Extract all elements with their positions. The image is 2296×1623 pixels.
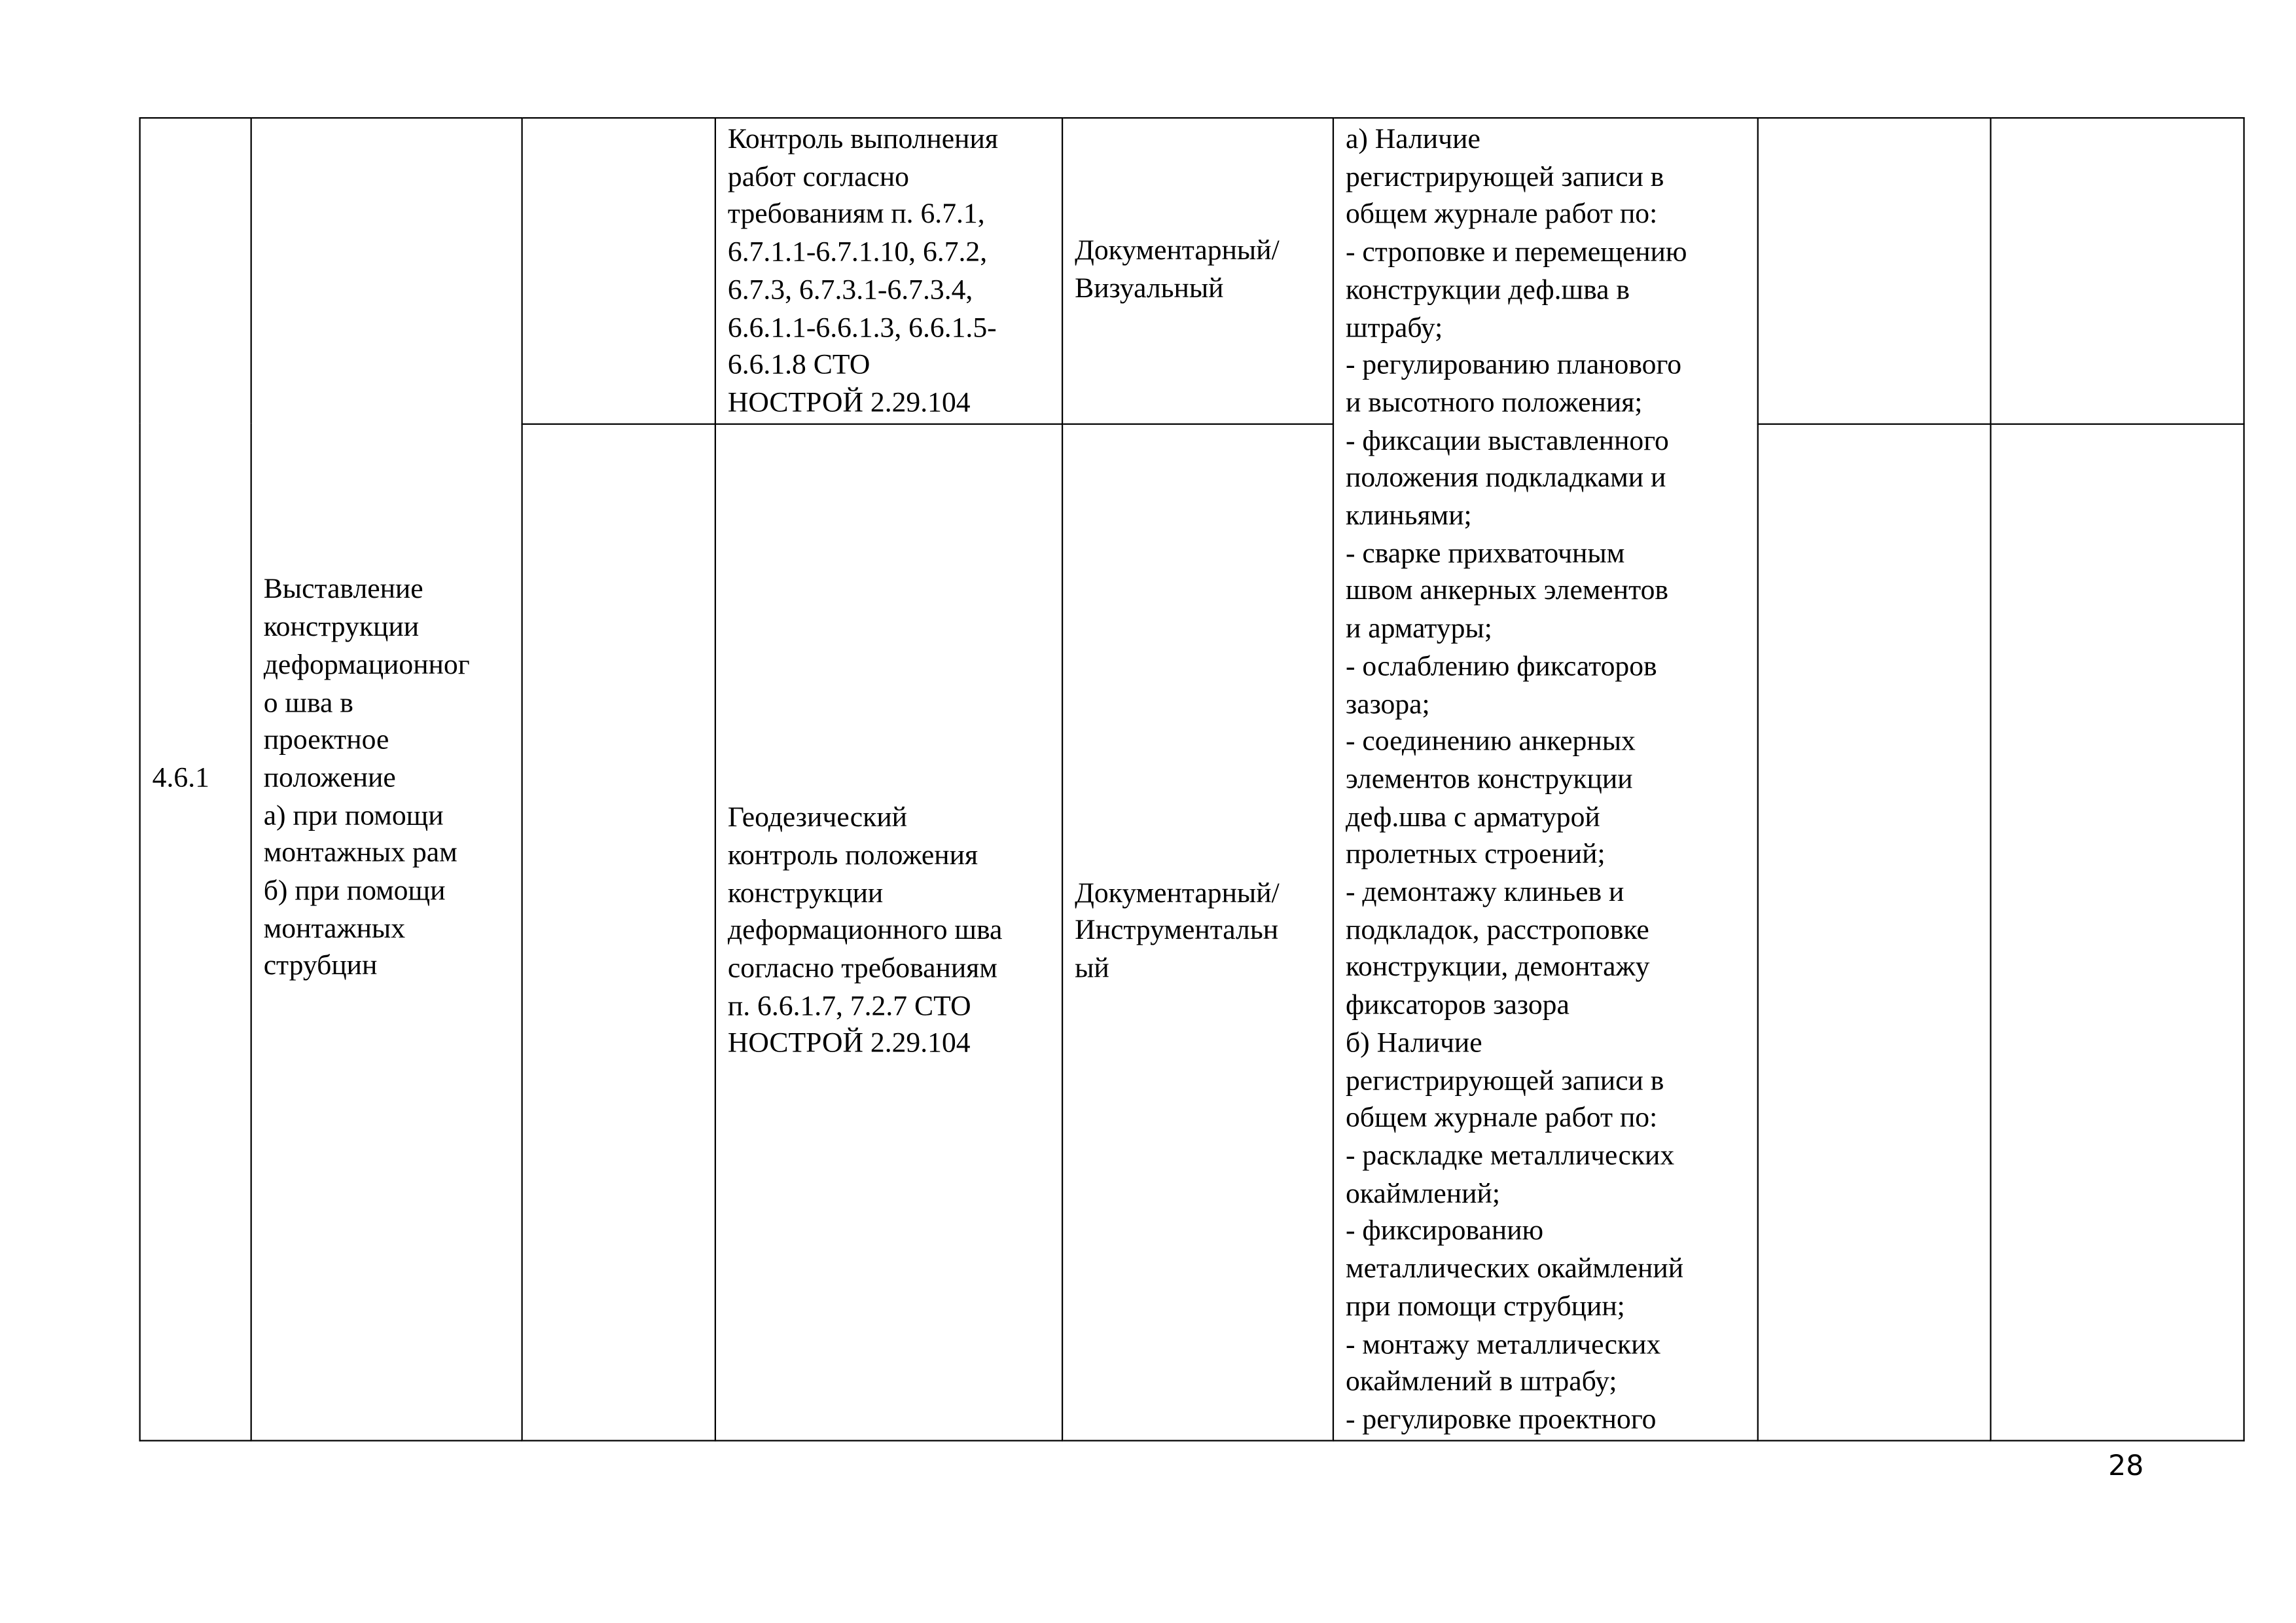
control-method-cell: Документарный/ Инструментальн ый <box>1062 424 1333 1440</box>
page-number: 28 <box>2108 1450 2144 1483</box>
control-description-cell: Геодезический контроль положения конструкции деформационного шва согласно требованиям п. 6.6.1.7, 7.2.7 СТО НОСТРОЙ 2.29.104 <box>715 424 1062 1440</box>
control-table <box>139 117 2245 1441</box>
work-name-cell: Выставление конструкции деформационног о шва в проектное положение а) при помощи монтажных рам б) при помощи монтажных струбцин <box>251 118 522 1440</box>
control-description-cell: Контроль выполнения работ согласно требованиям п. 6.7.1, 6.7.1.1-6.7.1.10, 6.7.2, 6.7.3, 6.7.3.1-6.7.3.4, 6.6.1.1-6.6.1.3, 6.6.1.5- 6.6.1.8 СТО НОСТРОЙ 2.29.104 <box>715 118 1062 424</box>
empty-cell <box>522 118 715 424</box>
empty-cell <box>1758 118 1991 424</box>
empty-cell <box>1990 118 2244 424</box>
empty-cell <box>1990 424 2244 1440</box>
documentation-cell: а) Наличие регистрирующей записи в общем журнале работ по: - строповке и перемещению конструкции деф.шва в штрабу; - регулированию планового и высотного положения; - фиксации выставленного положения подкладками и клиньями; - сварке прихваточным швом анкерных элементов и арматуры; - ослаблению фиксаторов зазора; - соединению анкерных элементов конструкции деф.шва с арматурой пролетных строений; - демонтажу клиньев и подкладок, расстроповке конструкции, демонтажу фиксаторов зазора б) Наличие регистрирующей записи в общем журнале работ по: - раскладке металлических окаймлений; - фиксированию металлических окаймлений при помощи струбцин; - монтажу металлических окаймлений в штрабу; - регулировке проектного <box>1333 118 1758 1440</box>
item-number-cell: 4.6.1 <box>140 118 251 1440</box>
empty-cell <box>1758 424 1991 1440</box>
empty-cell <box>522 424 715 1440</box>
table-row <box>140 118 2244 424</box>
control-method-cell: Документарный/ Визуальный <box>1062 118 1333 424</box>
